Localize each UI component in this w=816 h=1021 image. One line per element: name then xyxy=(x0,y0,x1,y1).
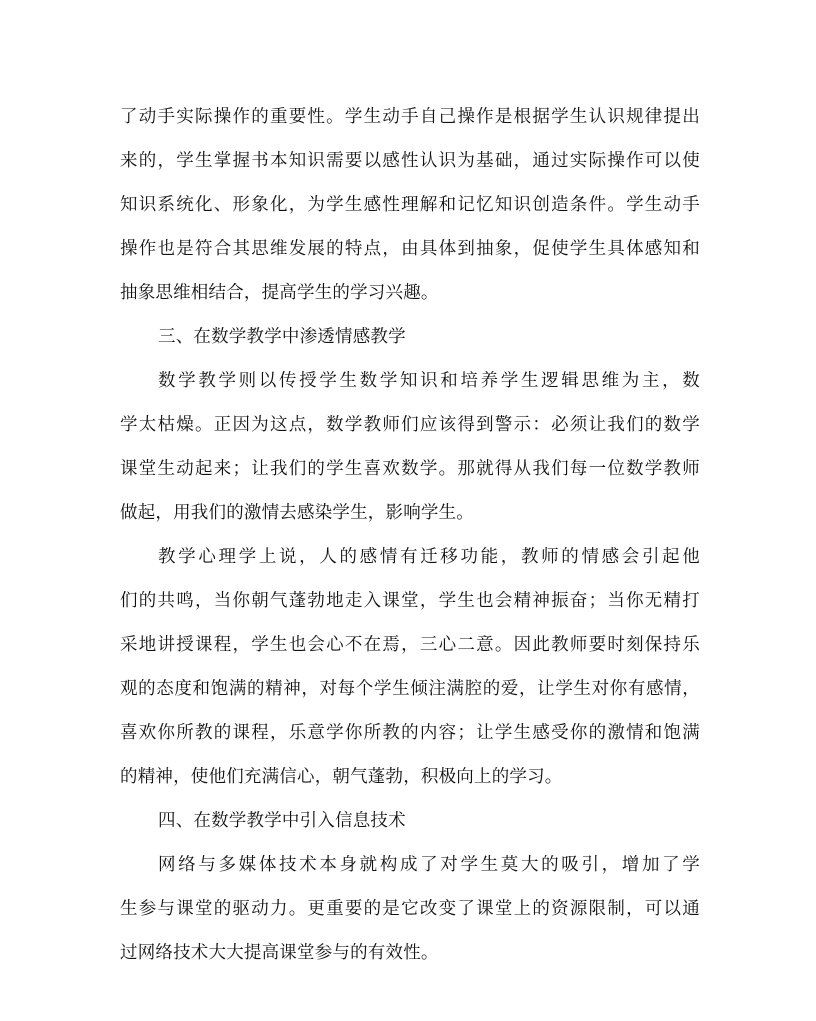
section-heading: 四、在数学教学中引入信息技术 xyxy=(158,811,406,831)
text-line: 教学心理学上说，人的感情有迁移功能，教师的情感会引起他 xyxy=(158,547,700,567)
section-heading: 三、在数学教学中渗透情感教学 xyxy=(158,327,406,347)
text-line: 的精神，使他们充满信心，朝气蓬勃，积极向上的学习。 xyxy=(120,767,563,787)
text-line: 们的共鸣，当你朝气蓬勃地走入课堂，学生也会精神振奋；当你无精打 xyxy=(120,591,700,611)
text-line: 知识系统化、形象化，为学生感性理解和记忆知识创造条件。学生动手 xyxy=(120,195,700,215)
text-line: 做起，用我们的激情去感染学生，影响学生。 xyxy=(120,503,474,523)
text-line: 来的，学生掌握书本知识需要以感性认识为基础，通过实际操作可以使 xyxy=(120,151,700,171)
text-line: 喜欢你所教的课程，乐意学你所教的内容；让学生感受你的激情和饱满 xyxy=(120,723,700,743)
text-line: 课堂生动起来；让我们的学生喜欢数学。那就得从我们每一位数学教师 xyxy=(120,459,700,479)
text-line: 观的态度和饱满的精神，对每个学生倾注满腔的爱，让学生对你有感情， xyxy=(120,679,700,699)
text-line: 抽象思维相结合，提高学生的学习兴趣。 xyxy=(120,283,439,303)
text-line: 过网络技术大大提高课堂参与的有效性。 xyxy=(120,943,439,963)
text-line: 操作也是符合其思维发展的特点，由具体到抽象，促使学生具体感知和 xyxy=(120,239,700,259)
text-line: 了动手实际操作的重要性。学生动手自己操作是根据学生认识规律提出 xyxy=(120,107,700,127)
text-line: 学太枯燥。正因为这点，数学教师们应该得到警示：必须让我们的数学 xyxy=(120,415,700,435)
text-line: 数学教学则以传授学生数学知识和培养学生逻辑思维为主，数 xyxy=(158,371,700,391)
text-line: 网络与多媒体技术本身就构成了对学生莫大的吸引，增加了学 xyxy=(158,855,700,875)
text-line: 生参与课堂的驱动力。更重要的是它改变了课堂上的资源限制，可以通 xyxy=(120,899,700,919)
text-line: 采地讲授课程，学生也会心不在焉，三心二意。因此教师要时刻保持乐 xyxy=(120,635,700,655)
